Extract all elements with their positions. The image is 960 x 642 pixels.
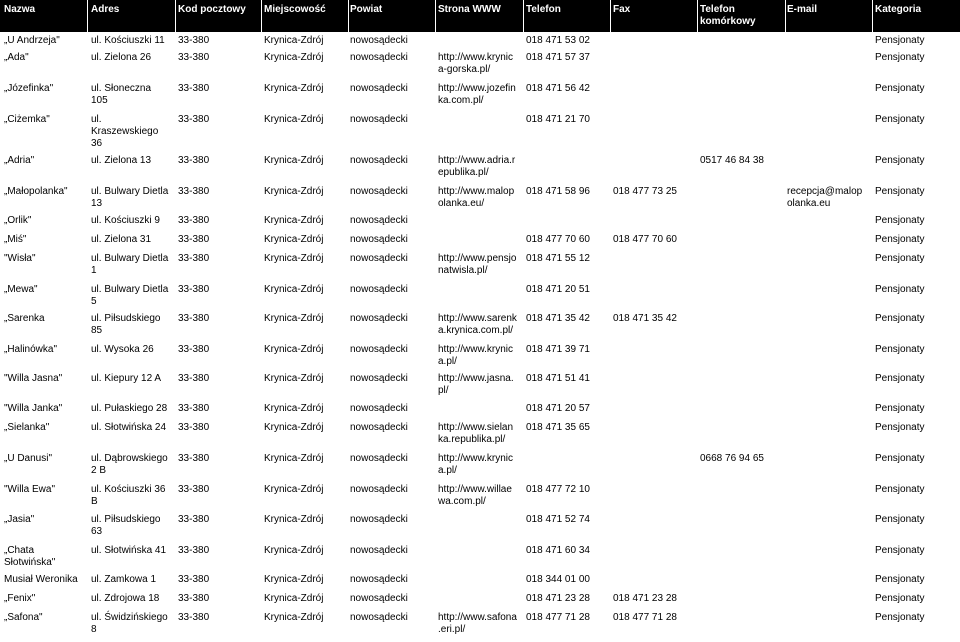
cell-phone: 018 471 56 42 [526, 83, 590, 94]
cell-address: ul. Bulwary Dietla [91, 186, 169, 197]
cell-address: ul. Kościuszki 36 [91, 484, 166, 495]
cell-address: ul. Słotwińska 41 [91, 545, 167, 556]
cell-phone: 018 471 21 70 [526, 114, 590, 125]
column-header: Nazwa [4, 4, 36, 15]
cell-city: Krynica-Zdrój [264, 313, 324, 324]
cell-phone: 018 477 72 10 [526, 484, 590, 495]
cell-phone: 018 471 35 42 [526, 313, 590, 324]
cell-name: „Fenix" [4, 593, 36, 604]
cell-name: „Jasia" [4, 514, 35, 525]
cell-county: nowosądecki [350, 574, 408, 585]
cell-name: „Halinówka" [4, 344, 58, 355]
cell-city: Krynica-Zdrój [264, 234, 324, 245]
cell-address: 13 [91, 198, 103, 209]
column-header: Miejscowość [264, 4, 326, 15]
cell-website: olanka.eu/ [438, 198, 485, 209]
cell-zip: 33-380 [178, 234, 210, 245]
column-header: Strona WWW [438, 4, 501, 15]
cell-city: Krynica-Zdrój [264, 545, 324, 556]
cell-phone: 018 471 51 41 [526, 373, 590, 384]
cell-category: Pensjonaty [875, 373, 925, 384]
cell-address: ul. Kiepury 12 A [91, 373, 162, 384]
column-header: komórkowy [700, 16, 756, 27]
cell-zip: 33-380 [178, 453, 210, 464]
column-header: E-mail [787, 4, 818, 15]
cell-name: „Ada" [4, 52, 29, 63]
cell-category: Pensjonaty [875, 83, 925, 94]
cell-website: http://www.jasna. [438, 373, 514, 384]
cell-name: "Willa Janka" [4, 403, 63, 414]
cell-county: nowosądecki [350, 373, 408, 384]
column-header: Adres [91, 4, 120, 15]
cell-address: ul. Dąbrowskiego [91, 453, 168, 464]
cell-category: Pensjonaty [875, 514, 925, 525]
cell-zip: 33-380 [178, 422, 210, 433]
cell-phone: 018 471 20 57 [526, 403, 590, 414]
cell-city: Krynica-Zdrój [264, 373, 324, 384]
cell-category: Pensjonaty [875, 484, 925, 495]
cell-zip: 33-380 [178, 83, 210, 94]
cell-phone: 018 471 57 37 [526, 52, 590, 63]
cell-name: „Miś" [4, 234, 27, 245]
cell-address: 105 [91, 95, 108, 106]
cell-zip: 33-380 [178, 514, 210, 525]
cell-city: Krynica-Zdrój [264, 344, 324, 355]
cell-address: ul. Zielona 26 [91, 52, 152, 63]
cell-website: http://www.krynic [438, 52, 514, 63]
cell-website: ka.republika.pl/ [438, 434, 506, 445]
cell-city: Krynica-Zdrój [264, 155, 324, 166]
cell-category: Pensjonaty [875, 284, 925, 295]
cell-category: Pensjonaty [875, 186, 925, 197]
cell-address: ul. [91, 114, 102, 125]
column-header: Telefon [700, 4, 735, 15]
cell-website: http://www.pensjo [438, 253, 517, 264]
cell-name: „Ciżemka" [4, 114, 50, 125]
cell-address: 2 B [91, 465, 107, 476]
cell-city: Krynica-Zdrój [264, 215, 324, 226]
cell-county: nowosądecki [350, 186, 408, 197]
cell-county: nowosądecki [350, 593, 408, 604]
cell-category: Pensjonaty [875, 453, 925, 464]
cell-website: http://www.sarenk [438, 313, 517, 324]
cell-address: 8 [91, 624, 97, 635]
cell-category: Pensjonaty [875, 253, 925, 264]
cell-category: Pensjonaty [875, 612, 925, 623]
cell-zip: 33-380 [178, 284, 210, 295]
cell-website: a-gorska.pl/ [438, 64, 491, 75]
column-header: Telefon [526, 4, 561, 15]
cell-website: http://www.krynic [438, 453, 514, 464]
cell-address: Kraszewskiego [91, 126, 159, 137]
cell-name: „Orlik" [4, 215, 32, 226]
cell-website: wa.com.pl/ [438, 496, 486, 507]
cell-phone: 018 471 58 96 [526, 186, 590, 197]
cell-email: recepcja@malop [787, 186, 863, 197]
cell-zip: 33-380 [178, 574, 210, 585]
cell-zip: 33-380 [178, 373, 210, 384]
cell-phone: 018 471 55 12 [526, 253, 590, 264]
cell-category: Pensjonaty [875, 114, 925, 125]
cell-category: Pensjonaty [875, 234, 925, 245]
cell-city: Krynica-Zdrój [264, 35, 324, 46]
cell-category: Pensjonaty [875, 52, 925, 63]
cell-name: „Mewa" [4, 284, 38, 295]
cell-name: „Safona" [4, 612, 43, 623]
column-header: Fax [613, 4, 631, 15]
cell-website: http://www.sielan [438, 422, 514, 433]
cell-zip: 33-380 [178, 215, 210, 226]
cell-address: B [91, 496, 98, 507]
cell-website: pl/ [438, 385, 449, 396]
cell-address: ul. Zdrojowa 18 [91, 593, 160, 604]
cell-address: ul. Świdzińskiego [91, 612, 168, 623]
cell-address: ul. Piłsudskiego [91, 313, 161, 324]
cell-category: Pensjonaty [875, 215, 925, 226]
cell-name: „Małopolanka" [4, 186, 68, 197]
cell-category: Pensjonaty [875, 344, 925, 355]
cell-zip: 33-380 [178, 313, 210, 324]
cell-fax: 018 471 23 28 [613, 593, 677, 604]
cell-address: ul. Pułaskiego 28 [91, 403, 168, 414]
cell-phone: 018 344 01 00 [526, 574, 590, 585]
cell-county: nowosądecki [350, 612, 408, 623]
cell-city: Krynica-Zdrój [264, 453, 324, 464]
cell-address: ul. Bulwary Dietla [91, 284, 169, 295]
cell-email: olanka.eu [787, 198, 831, 209]
cell-website: http://www.adria.r [438, 155, 516, 166]
cell-website: http://www.willae [438, 484, 512, 495]
cell-address: 85 [91, 325, 103, 336]
cell-county: nowosądecki [350, 155, 408, 166]
cell-address: ul. Słoneczna [91, 83, 152, 94]
cell-address: 63 [91, 526, 103, 537]
cell-city: Krynica-Zdrój [264, 484, 324, 495]
cell-category: Pensjonaty [875, 313, 925, 324]
cell-name: "Willa Ewa" [4, 484, 55, 495]
cell-category: Pensjonaty [875, 593, 925, 604]
cell-zip: 33-380 [178, 253, 210, 264]
cell-city: Krynica-Zdrój [264, 593, 324, 604]
cell-zip: 33-380 [178, 593, 210, 604]
cell-city: Krynica-Zdrój [264, 186, 324, 197]
cell-category: Pensjonaty [875, 545, 925, 556]
cell-website: ka.com.pl/ [438, 95, 484, 106]
cell-zip: 33-380 [178, 344, 210, 355]
cell-zip: 33-380 [178, 52, 210, 63]
cell-city: Krynica-Zdrój [264, 253, 324, 264]
cell-website: http://www.jozefin [438, 83, 516, 94]
cell-fax: 018 477 71 28 [613, 612, 677, 623]
cell-county: nowosądecki [350, 484, 408, 495]
cell-name: „Sarenka [4, 313, 45, 324]
cell-name: „Chata [4, 545, 35, 556]
cell-address: 1 [91, 265, 97, 276]
cell-city: Krynica-Zdrój [264, 284, 324, 295]
cell-fax: 018 477 73 25 [613, 186, 677, 197]
cell-website: http://www.safona [438, 612, 517, 623]
cell-name: "Willa Jasna" [4, 373, 63, 384]
cell-county: nowosądecki [350, 52, 408, 63]
cell-zip: 33-380 [178, 484, 210, 495]
cell-city: Krynica-Zdrój [264, 612, 324, 623]
cell-county: nowosądecki [350, 215, 408, 226]
cell-name: "Wisła" [4, 253, 36, 264]
cell-county: nowosądecki [350, 422, 408, 433]
cell-county: nowosądecki [350, 344, 408, 355]
cell-city: Krynica-Zdrój [264, 114, 324, 125]
cell-county: nowosądecki [350, 453, 408, 464]
cell-address: ul. Kościuszki 9 [91, 215, 160, 226]
cell-phone: 018 477 70 60 [526, 234, 590, 245]
cell-address: ul. Zielona 31 [91, 234, 152, 245]
cell-website: http://www.malop [438, 186, 515, 197]
cell-county: nowosądecki [350, 313, 408, 324]
cell-phone: 018 471 53 02 [526, 35, 590, 46]
cell-fax: 018 471 35 42 [613, 313, 677, 324]
cell-category: Pensjonaty [875, 35, 925, 46]
cell-phone: 018 471 23 28 [526, 593, 590, 604]
cell-address: ul. Bulwary Dietla [91, 253, 169, 264]
cell-phone: 018 471 35 65 [526, 422, 590, 433]
cell-website: natwisla.pl/ [438, 265, 488, 276]
cell-county: nowosądecki [350, 35, 408, 46]
cell-county: nowosądecki [350, 514, 408, 525]
cell-website: a.pl/ [438, 356, 457, 367]
cell-address: 36 [91, 138, 103, 149]
cell-category: Pensjonaty [875, 155, 925, 166]
cell-county: nowosądecki [350, 234, 408, 245]
cell-phone: 018 471 60 34 [526, 545, 590, 556]
cell-phone: 018 471 20 51 [526, 284, 590, 295]
cell-address: ul. Piłsudskiego [91, 514, 161, 525]
cell-city: Krynica-Zdrój [264, 83, 324, 94]
cell-name: Musiał Weronika [4, 574, 78, 585]
cell-name: „Józefinka" [4, 83, 54, 94]
cell-zip: 33-380 [178, 186, 210, 197]
cell-city: Krynica-Zdrój [264, 403, 324, 414]
cell-county: nowosądecki [350, 284, 408, 295]
cell-name: „Sielanka" [4, 422, 50, 433]
cell-category: Pensjonaty [875, 574, 925, 585]
cell-county: nowosądecki [350, 114, 408, 125]
cell-county: nowosądecki [350, 403, 408, 414]
cell-website: .eri.pl/ [438, 624, 466, 635]
cell-city: Krynica-Zdrój [264, 52, 324, 63]
cell-category: Pensjonaty [875, 422, 925, 433]
cell-zip: 33-380 [178, 155, 210, 166]
cell-zip: 33-380 [178, 545, 210, 556]
cell-mobile: 0517 46 84 38 [700, 155, 764, 166]
cell-zip: 33-380 [178, 35, 210, 46]
cell-zip: 33-380 [178, 403, 210, 414]
cell-zip: 33-380 [178, 114, 210, 125]
cell-phone: 018 471 52 74 [526, 514, 590, 525]
cell-fax: 018 477 70 60 [613, 234, 677, 245]
cell-city: Krynica-Zdrój [264, 574, 324, 585]
cell-name: „U Andrzeja" [4, 35, 60, 46]
cell-mobile: 0668 76 94 65 [700, 453, 764, 464]
column-header: Powiat [350, 4, 383, 15]
cell-website: a.krynica.com.pl/ [438, 325, 514, 336]
cell-zip: 33-380 [178, 612, 210, 623]
cell-address: ul. Kościuszki 11 [91, 35, 165, 46]
cell-city: Krynica-Zdrój [264, 514, 324, 525]
cell-phone: 018 471 39 71 [526, 344, 590, 355]
cell-address: ul. Słotwińska 24 [91, 422, 167, 433]
cell-county: nowosądecki [350, 253, 408, 264]
cell-name: Słotwińska" [4, 557, 56, 568]
cell-address: ul. Wysoka 26 [91, 344, 154, 355]
cell-address: ul. Zielona 13 [91, 155, 152, 166]
cell-county: nowosądecki [350, 545, 408, 556]
cell-website: a.pl/ [438, 465, 457, 476]
cell-name: „U Danusi" [4, 453, 53, 464]
cell-city: Krynica-Zdrój [264, 422, 324, 433]
cell-address: 5 [91, 296, 97, 307]
cell-county: nowosądecki [350, 83, 408, 94]
column-header: Kod pocztowy [178, 4, 246, 15]
cell-address: ul. Zamkowa 1 [91, 574, 157, 585]
cell-website: epublika.pl/ [438, 167, 489, 178]
cell-phone: 018 477 71 28 [526, 612, 590, 623]
cell-category: Pensjonaty [875, 403, 925, 414]
column-header: Kategoria [875, 4, 922, 15]
cell-website: http://www.krynic [438, 344, 514, 355]
cell-name: „Adria" [4, 155, 35, 166]
